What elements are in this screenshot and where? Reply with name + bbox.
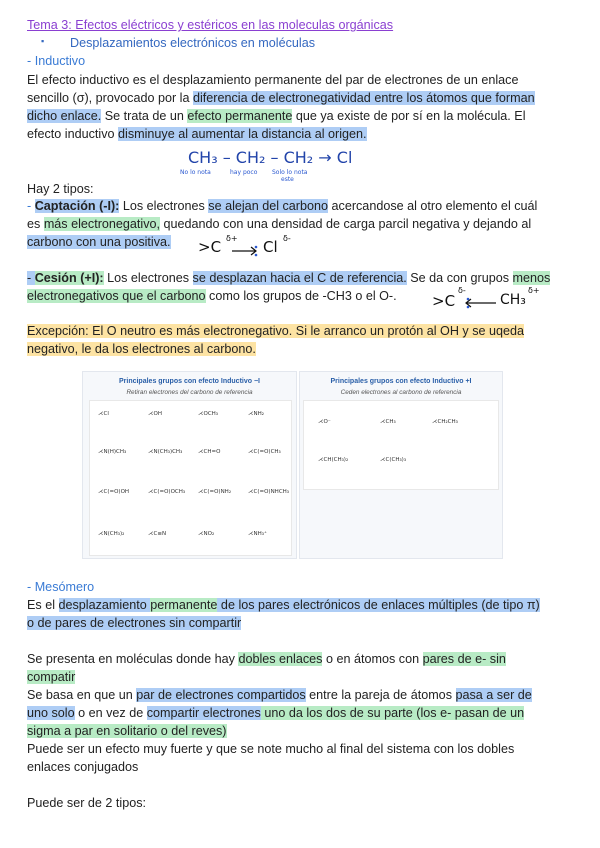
figure-left-grid [89, 400, 292, 556]
mesomero-line-3: Se presenta en moléculas donde hay dobles enlaces o en átomos con pares de e- sin [27, 652, 506, 666]
figure-panel-plus-i [299, 371, 503, 559]
captacion-sketch-cl: Cl [263, 238, 278, 256]
mesomero-line-2: o de pares de electrones sin compartir [27, 616, 242, 630]
mesomero-line-4: compatir [27, 670, 76, 684]
page-title: Tema 3: Efectos eléctricos y estéricos en las moleculas orgánicas [27, 18, 394, 32]
cesion-line-1: - Cesión (+I): Los electrones se desplazan hacia el C de referencia. Se da con grupos menos [27, 271, 551, 285]
inductivo-line-4: efecto inductivo disminuye al aumentar la distancia al origen. [27, 127, 367, 141]
formula-note-2: hay poco [230, 169, 258, 176]
mesomero-heading: - Mesómero [27, 580, 95, 594]
formula-note-3: Solo lo nota [272, 169, 308, 176]
cesion-sketch-ch3: CH₃ [500, 292, 526, 308]
cesion-arrow-icon [462, 296, 498, 310]
bullet-marker: ▪ [41, 36, 45, 46]
group-structure: ⋌OCH₃ [198, 411, 219, 417]
inductivo-heading: - Inductivo [27, 54, 86, 68]
group-structure: ⋌C(=O)CH₃ [248, 449, 281, 455]
excepcion-line-1: Excepción: El O neutro es más electronegativo. Si le arranco un protón al OH y se uqeda [27, 324, 525, 338]
figure-right-title: Principales grupos con efecto Inductivo +I [330, 378, 472, 385]
group-structure: ⋌CH₃ [380, 419, 396, 425]
mesomero-line-1: Es el desplazamiento permanente de los pares electrónicos de enlaces múltiples (de tipo π) [27, 598, 540, 612]
group-structure: ⋌NO₂ [198, 531, 215, 537]
group-structure: ⋌CH(CH₃)₂ [318, 457, 349, 463]
mesomero-line-5: Se basa en que un par de electrones compartidos entre la pareja de átomos pasa a ser de [27, 688, 532, 702]
group-structure: ⋌N(H)CH₃ [98, 449, 127, 455]
group-structure: ⋌OH [148, 411, 162, 417]
section-subtitle: Desplazamientos electrónicos en moléculas [70, 36, 316, 50]
inductivo-line-2: sencillo (σ), provocado por la diferencia de electronegatividad entre los átomos que forman [27, 91, 535, 105]
group-structure: ⋌CH=O [198, 449, 221, 455]
captacion-arrow-icon [230, 244, 260, 258]
figure-left-subtitle: Retiran electrones del carbono de referencia [126, 389, 253, 396]
captacion-line-2: es más electronegativo, quedando con una densidad de carga parcil negativa y dejando al [27, 217, 532, 231]
cesion-sketch-dminus: δ- [458, 286, 466, 295]
captacion-line-1: - Captación (-I): Los electrones se alejan del carbono acercandose al otro elemento el cuál [27, 199, 538, 213]
mesomero-line-6: uno solo o en vez de compartir electrones uno da los dos de su parte (los e- pasan de un [27, 706, 525, 720]
cesion-sketch-dplus: δ+ [528, 286, 540, 295]
captacion-sketch-dminus: δ- [283, 234, 291, 243]
excepcion-line-2: negativo, le da los electrones al carbono. [27, 342, 256, 356]
formula-note-1: No lo nota [180, 169, 211, 176]
mesomero-line-10: Puede ser de 2 tipos: [27, 796, 147, 810]
group-structure: ⋌CH₂CH₃ [432, 419, 458, 425]
figure-panel-minus-i [82, 371, 297, 559]
figure-right-grid [303, 400, 499, 490]
inductivo-line-1: El efecto inductivo es el desplazamiento permanente del par de electrones de un enlace [27, 73, 519, 87]
captacion-sketch-dplus: δ+ [226, 234, 238, 243]
captacion-line-3: carbono con una positiva. [27, 235, 171, 249]
group-structure: ⋌Cl [98, 411, 109, 417]
group-structure: ⋌N(CH₃)CH₃ [148, 449, 183, 455]
group-structure: ⋌O⁻ [318, 419, 331, 425]
group-structure: ⋌C≡N [148, 531, 167, 537]
mesomero-line-9: enlaces conjugados [27, 760, 139, 774]
hay-dos-tipos: Hay 2 tipos: [27, 182, 94, 196]
group-structure: ⋌C(=O)OH [98, 489, 130, 495]
group-structure: ⋌N(CH₃)₂ [98, 531, 125, 537]
group-structure: ⋌NH₂ [248, 411, 264, 417]
group-structure: ⋌C(=O)OCH₃ [148, 489, 186, 495]
formula-note-4: este [281, 176, 294, 183]
cesion-line-2: electronegativos que el carbono como los grupos de -CH3 o el O-. [27, 289, 397, 303]
group-structure: ⋌NH₃⁺ [248, 531, 267, 537]
mesomero-line-8: Puede ser un efecto muy fuerte y que se note mucho al final del sistema con los dobles [27, 742, 515, 756]
mesomero-line-7: sigma a par en solitario o del reves) [27, 724, 227, 738]
figure-right-subtitle: Ceden electrones al carbono de referencia [340, 389, 462, 396]
figure-left-title: Principales grupos con efecto Inductivo −I [118, 378, 260, 385]
captacion-sketch-carbon: >C [198, 238, 222, 256]
group-structure: ⋌C(=O)NH₂ [198, 489, 232, 495]
group-structure: ⋌C(CH₃)₃ [380, 457, 407, 463]
group-structure: ⋌C(=O)NHCH₃ [248, 489, 290, 495]
handwritten-formula: CH₃ – CH₂ – CH₂ → Cl [188, 148, 353, 167]
inductivo-line-3: dicho enlace. Se trata de un efecto permanente que ya existe de por sí en la molécula. El [27, 109, 526, 123]
cesion-sketch-carbon: >C [432, 292, 456, 310]
